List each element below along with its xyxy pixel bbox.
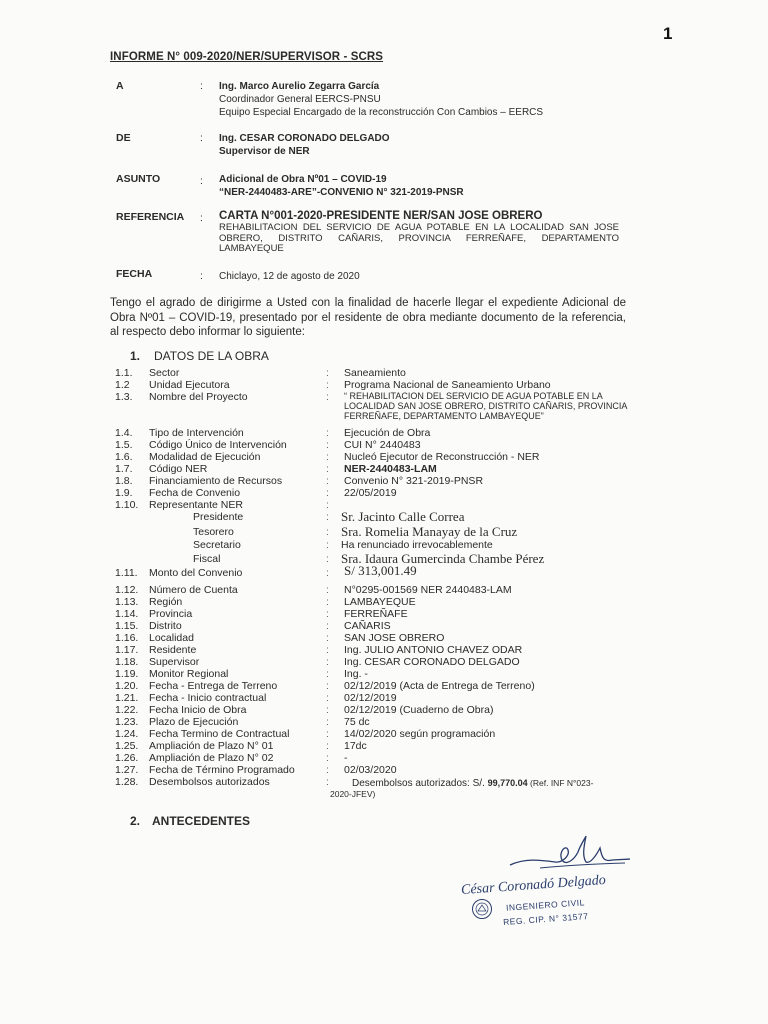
seal-icon [471,898,493,920]
item-number: 1.9. [115,487,133,499]
item-number: 1.5. [115,439,133,451]
header-asunto-line1: Adicional de Obra Nº01 – COVID-19 [219,174,387,185]
section-2-title [130,814,250,828]
section-2-number: 2. [130,814,141,828]
desembolsos-text: Desembolsos autorizados: S/. [352,778,488,789]
item-number: 1.24. [115,728,139,740]
item-colon: : [326,656,329,668]
item-label: Supervisor [149,656,200,668]
item-number: 1.12. [115,584,139,596]
item-colon: : [326,439,329,451]
item-number: 1.18. [115,656,139,668]
item-label: Ampliación de Plazo N° 01 [149,740,274,752]
header-fecha-label: FECHA [116,268,153,280]
item-colon: : [326,728,329,740]
stamp-reg: REG. CIP. N° 31577 [502,911,589,927]
item-label: Plazo de Ejecución [149,716,239,728]
representante-name: Sra. Idaura Gumercinda Chambe Pérez [341,551,545,566]
header-a-value [219,80,543,119]
header-referencia-desc: REHABILITACION DEL SERVICIO DE AGUA POTABLE EN LA LOCALIDAD SAN JOSE OBRERO, DISTRITO CAÑARIS, PROVINCIA FERREÑAFE, DEPARTAMENTO LAMBAYEQUE [219,222,619,254]
item-number: 1.20. [115,680,139,692]
item-label: Representante NER [149,499,243,511]
item-label: Nombre del Proyecto [149,391,248,403]
item-value: LAMBAYEQUE [344,596,416,608]
item-value: Nucleó Ejecutor de Reconstrucción - NER [344,451,540,463]
engineer-stamp [455,830,635,940]
header-de-name: Ing. CESAR CORONADO DELGADO [219,133,390,144]
header-de-label: DE [116,132,131,144]
representante-role: Presidente [193,511,244,523]
item-value: FERREÑAFE [344,608,408,620]
item-colon: : [326,379,329,391]
item-number: 1.14. [115,608,139,620]
item-value: CUI N° 2440483 [344,439,421,451]
item-colon: : [326,752,329,764]
representante-colon: : [326,553,329,565]
item-number: 1.17. [115,644,139,656]
item-value: 02/12/2019 [344,692,397,704]
item-number: 1.26. [115,752,139,764]
item-value [330,778,612,800]
item-colon: : [326,427,329,439]
item-label: Código NER [149,463,208,475]
item-colon: : [326,704,329,716]
item-label: Fecha - Entrega de Terreno [149,680,278,692]
item-value: 14/02/2020 según programación [344,728,496,740]
item-label: Región [149,596,183,608]
header-asunto-colon: : [200,175,203,187]
item-label: Fecha de Término Programado [149,764,295,776]
item-colon: : [326,567,329,579]
item-number: 1.7. [115,463,133,475]
item-label: Desembolsos autorizados [149,776,270,788]
stamp-name: César Coronadó Delgado [460,872,607,899]
header-a-label: A [116,80,124,92]
header-a-colon: : [200,80,203,92]
item-label: Tipo de Intervención [149,427,244,439]
representante-role: Fiscal [193,553,221,565]
item-value: 02/03/2020 [344,764,397,776]
item-colon: : [326,776,329,788]
item-value: Convenio N° 321-2019-PNSR [344,475,484,487]
item-label: Código Único de Intervención [149,439,287,451]
header-asunto-value [219,173,464,199]
item-label: Monitor Regional [149,668,229,680]
header-asunto-line2: “NER-2440483-ARE”-CONVENIO N° 321-2019-PNSR [219,187,464,198]
section-1-label: DATOS DE LA OBRA [154,349,269,363]
item-number: 1.2 [115,379,130,391]
representante-role: Secretario [193,539,241,551]
item-colon: : [326,680,329,692]
header-de-value [219,132,390,158]
representante-colon: : [326,511,329,523]
section-1-number: 1. [130,349,141,363]
item-number: 1.23. [115,716,139,728]
item-colon: : [326,596,329,608]
item-label: Fecha Termino de Contractual [149,728,290,740]
header-de-line2: Supervisor de NER [219,146,310,157]
header-referencia-value [219,210,619,255]
item-value: Ejecución de Obra [344,427,431,439]
item-value: Ing. CESAR CORONADO DELGADO [344,656,520,668]
item-number: 1.15. [115,620,139,632]
item-value: Programa Nacional de Saneamiento Urbano [344,379,551,391]
item-value: S/ 313,001.49 [344,563,417,578]
item-number: 1.25. [115,740,139,752]
item-value: - [344,752,348,764]
item-value: Ing. - [344,668,368,680]
header-asunto-label: ASUNTO [116,173,161,185]
item-colon: : [326,499,329,511]
report-title: INFORME N° 009-2020/NER/SUPERVISOR - SCRS [110,51,384,63]
signature-icon [500,830,630,880]
item-number: 1.6. [115,451,133,463]
item-colon: : [326,644,329,656]
item-value: CAÑARIS [344,620,391,632]
desembolsos-amount: 99,770.04 [487,778,528,788]
representante-colon: : [326,526,329,538]
item-colon: : [326,451,329,463]
item-label: Número de Cuenta [149,584,238,596]
item-colon: : [326,620,329,632]
item-label: Sector [149,367,180,379]
page-number: 1 [663,24,673,43]
item-label: Fecha Inicio de Obra [149,704,247,716]
item-colon: : [326,668,329,680]
section-1-title [130,349,269,363]
header-a-line2: Coordinador General EERCS-PNSU [219,94,381,105]
header-referencia-label: REFERENCIA [116,211,185,223]
item-number: 1.3. [115,391,133,403]
item-number: 1.22. [115,704,139,716]
representante-role: Tesorero [193,526,234,538]
header-a-name: Ing. Marco Aurelio Zegarra García [219,81,380,92]
item-value: 17dc [344,740,367,752]
item-number: 1.21. [115,692,139,704]
item-number: 1.10. [115,499,139,511]
header-referencia-colon: : [200,212,203,224]
item-number: 1.28. [115,776,139,788]
desembolsos-ref: (Ref. INF N°023-2020-JFEV) [330,778,594,799]
item-number: 1.1. [115,367,133,379]
item-value: Saneamiento [344,367,406,379]
item-value: Ing. JULIO ANTONIO CHAVEZ ODAR [344,644,523,656]
item-colon: : [326,463,329,475]
item-colon: : [326,764,329,776]
item-label: Modalidad de Ejecución [149,451,261,463]
item-colon: : [326,584,329,596]
item-value: 02/12/2019 (Cuaderno de Obra) [344,704,494,716]
item-number: 1.27. [115,764,139,776]
item-label: Monto del Convenio [149,567,243,579]
item-colon: : [326,692,329,704]
header-fecha-colon: : [200,270,203,282]
section-2-label: ANTECEDENTES [152,814,251,828]
item-number: 1.4. [115,427,133,439]
item-label: Residente [149,644,197,656]
header-referencia-title: CARTA N°001-2020-PRESIDENTE NER/SAN JOSE OBRERO [219,210,543,222]
item-value: SAN JOSE OBRERO [344,632,445,644]
item-number: 1.13. [115,596,139,608]
item-label: Unidad Ejecutora [149,379,230,391]
item-label: Provincia [149,608,193,620]
item-colon: : [326,487,329,499]
item-number: 1.8. [115,475,133,487]
item-label: Ampliación de Plazo N° 02 [149,752,274,764]
header-a-line3: Equipo Especial Encargado de la reconstrucción Con Cambios – EERCS [219,107,544,118]
item-label: Fecha de Convenio [149,487,241,499]
item-value: NER-2440483-LAM [344,463,437,475]
representante-name: Sra. Romelia Manayay de la Cruz [341,524,518,539]
item-colon: : [326,391,329,403]
item-colon: : [326,740,329,752]
item-value: “ REHABILITACION DEL SERVICIO DE AGUA POTABLE EN LA LOCALIDAD SAN JOSE OBRERO, DISTRITO CAÑARIS, PROVINCIA FERREÑAFE, DEPARTAMENTO LAMBAYEQUE” [344,391,627,421]
representante-name: Ha renunciado irrevocablemente [341,539,493,551]
item-value: 75 dc [344,716,370,728]
item-value: 22/05/2019 [344,487,397,499]
header-fecha-value: Chiclayo, 12 de agosto de 2020 [219,271,360,282]
item-colon: : [326,632,329,644]
item-label: Financiamiento de Recursos [149,475,283,487]
representante-colon: : [326,539,329,551]
item-colon: : [326,367,329,379]
item-value: 02/12/2019 (Acta de Entrega de Terreno) [344,680,535,692]
representante-name: Sr. Jacinto Calle Correa [341,509,465,524]
item-label: Distrito [149,620,182,632]
item-colon: : [326,608,329,620]
item-number: 1.16. [115,632,139,644]
stamp-title: INGENIERO CIVIL [505,897,586,913]
item-label: Fecha - Inicio contractual [149,692,267,704]
item-value: N°0295-001569 NER 2440483-LAM [344,584,512,596]
item-number: 1.19. [115,668,139,680]
item-label: Localidad [149,632,194,644]
item-colon: : [326,475,329,487]
intro-paragraph: Tengo el agrado de dirigirme a Usted con la finalidad de hacerle llegar el expediente Adicional de Obra Nº01 – COVID-19, presentado por el residente de obra mediante documento de la referencia, al respecto debo informar lo siguiente: [110,297,626,338]
item-number: 1.11. [115,567,138,579]
header-de-colon: : [200,132,203,144]
item-colon: : [326,716,329,728]
